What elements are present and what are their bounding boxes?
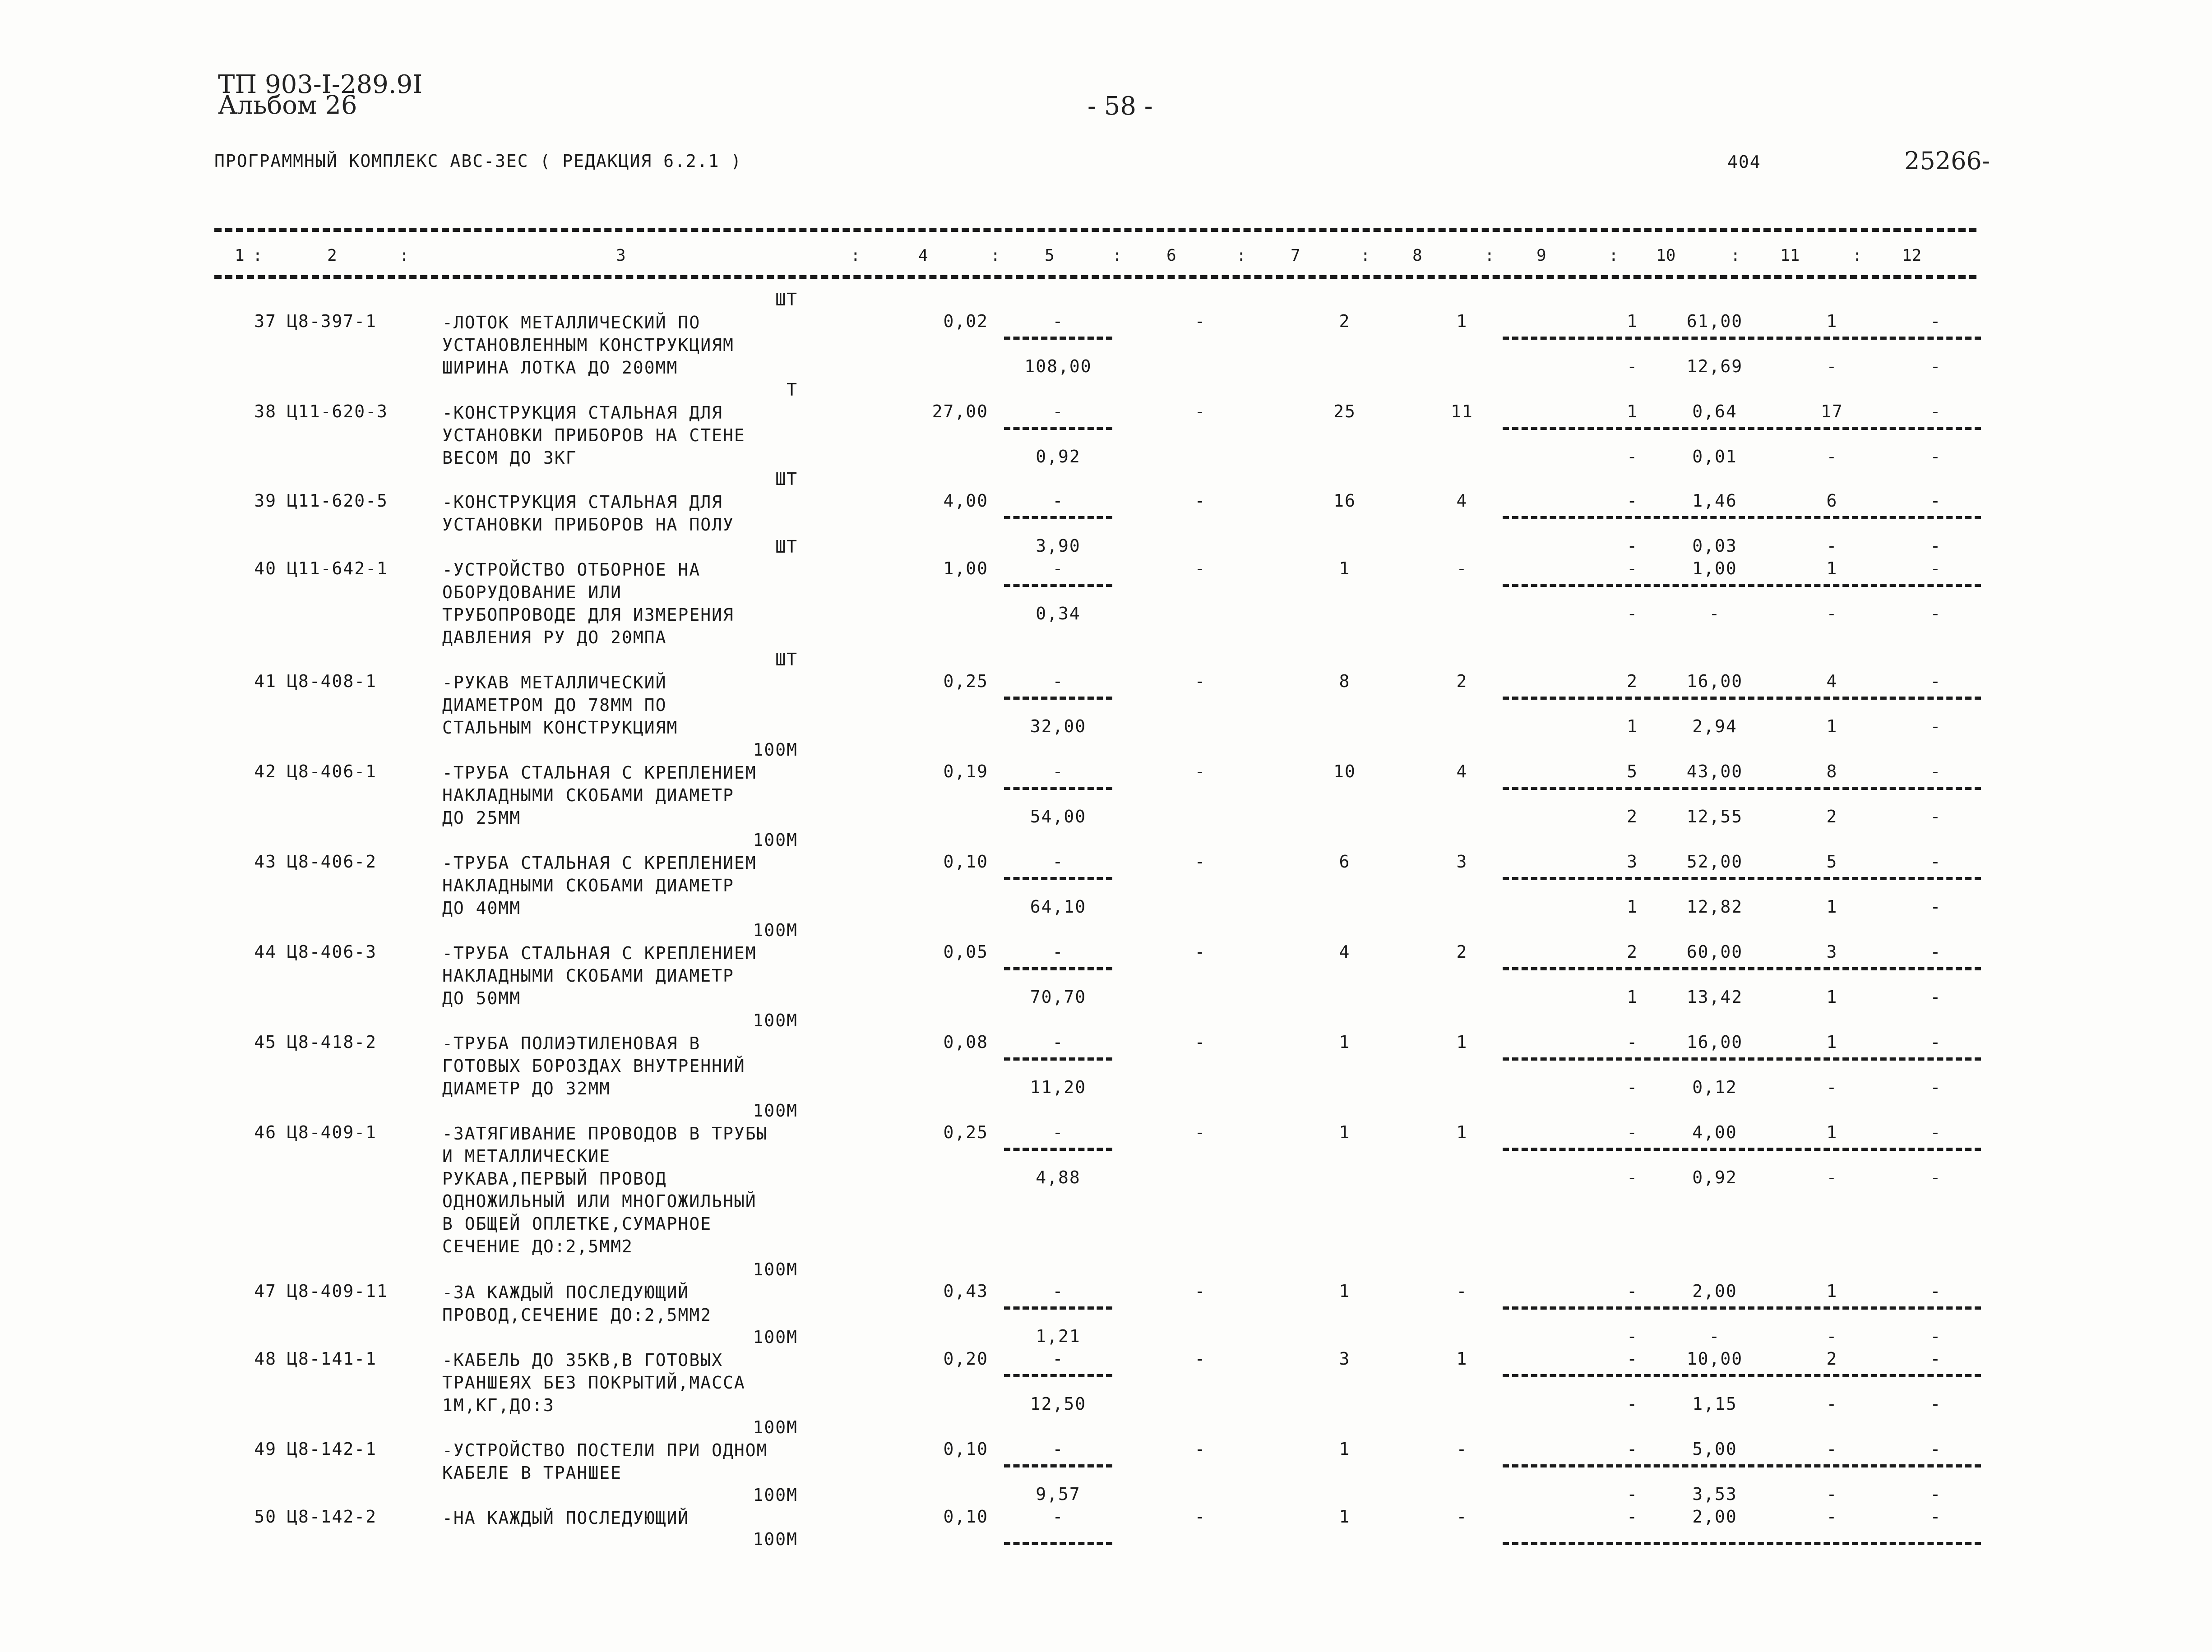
rate-code: Ц8-142-2 <box>287 1507 377 1527</box>
col5-top: - <box>1052 311 1064 331</box>
divider <box>1004 787 1112 790</box>
divider <box>1004 1542 1112 1545</box>
rate-code: Ц8-409-1 <box>287 1122 377 1142</box>
album-label: Альбом 26 <box>218 91 357 120</box>
col5-top: - <box>1052 1032 1064 1052</box>
col5-top: - <box>1052 1507 1064 1527</box>
stamp-number: 25266- <box>1904 147 1990 175</box>
col10: 2,00 <box>1692 1281 1737 1301</box>
col5-top: - <box>1052 1122 1064 1142</box>
col5-bottom: 12,50 <box>1030 1394 1087 1414</box>
divider <box>1503 697 1981 700</box>
col8: 1 <box>1456 311 1468 331</box>
col10: 1,00 <box>1692 558 1737 578</box>
col5-bottom: 108,00 <box>1024 356 1092 376</box>
col9: - <box>1627 1349 1638 1369</box>
row-number: 45 <box>254 1032 277 1052</box>
divider <box>1004 697 1112 700</box>
divider <box>1503 1464 1981 1467</box>
col9-bottom: - <box>1627 1394 1638 1414</box>
col-5-header: 5 <box>1045 246 1055 265</box>
col6: - <box>1194 1122 1206 1142</box>
col10: 60,00 <box>1686 942 1743 962</box>
col6: - <box>1194 558 1206 578</box>
col8: - <box>1456 1281 1468 1301</box>
col10: 43,00 <box>1686 761 1743 781</box>
col-9-header: 9 <box>1536 246 1546 265</box>
quantity: 0,02 <box>943 311 988 331</box>
col11: - <box>1826 1507 1838 1527</box>
row-number: 47 <box>254 1281 277 1301</box>
rate-code: Ц11-642-1 <box>287 558 388 578</box>
col9: - <box>1627 558 1638 578</box>
work-description: -ТРУБА СТАЛЬНАЯ С КРЕПЛЕНИЕМ НАКЛАДНЫМИ СКОБАМИ ДИАМЕТР ДО 40ММ <box>442 853 757 918</box>
col8: - <box>1456 1507 1468 1527</box>
row-number: 46 <box>254 1122 277 1142</box>
col10: 4,00 <box>1692 1122 1737 1142</box>
col10-bottom: 12,82 <box>1686 897 1743 917</box>
col6: - <box>1194 942 1206 962</box>
row-number: 43 <box>254 852 277 872</box>
col11: 8 <box>1826 761 1838 781</box>
col5-top: - <box>1052 401 1064 421</box>
work-description: -УСТРОЙСТВО ПОСТЕЛИ ПРИ ОДНОМ КАБЕЛЕ В ТРАНШЕЕ <box>442 1440 768 1483</box>
divider <box>1503 1374 1981 1377</box>
sheet-number: 404 <box>1727 152 1761 172</box>
col5-bottom: 0,34 <box>1036 604 1081 623</box>
col12-bottom: - <box>1930 807 1942 826</box>
col5-top: - <box>1052 1281 1064 1301</box>
unit-label: ШТ <box>775 537 798 557</box>
row-number: 49 <box>254 1439 277 1459</box>
quantity: 0,25 <box>943 671 988 691</box>
col5-bottom: 32,00 <box>1030 716 1087 736</box>
col5-top: - <box>1052 1439 1064 1459</box>
col12: - <box>1930 311 1942 331</box>
col12: - <box>1930 761 1942 781</box>
col5-top: - <box>1052 558 1064 578</box>
col10: 2,00 <box>1692 1507 1737 1527</box>
divider <box>1004 1464 1112 1467</box>
work-description: -КОНСТРУКЦИЯ СТАЛЬНАЯ ДЛЯ УСТАНОВКИ ПРИБОРОВ НА СТЕНЕ ВЕСОМ ДО 3КГ <box>442 403 745 468</box>
rate-code: Ц8-406-3 <box>287 942 377 962</box>
col11-bottom: 1 <box>1826 987 1838 1007</box>
col9-bottom: 1 <box>1627 987 1638 1007</box>
unit-label: 100М <box>753 1485 798 1505</box>
col-6-header: 6 <box>1166 246 1176 265</box>
col10: 10,00 <box>1686 1349 1743 1369</box>
col7: 25 <box>1333 401 1356 421</box>
col12: - <box>1930 1032 1942 1052</box>
col11: - <box>1826 1439 1838 1459</box>
col6: - <box>1194 1507 1206 1527</box>
col11-bottom: 1 <box>1826 897 1838 917</box>
col5-top: - <box>1052 1349 1064 1369</box>
col9: 3 <box>1627 852 1638 872</box>
work-description: -УСТРОЙСТВО ОТБОРНОЕ НА ОБОРУДОВАНИЕ ИЛИ ТРУБОПРОВОДЕ ДЛЯ ИЗМЕРЕНИЯ ДАВЛЕНИЯ РУ ДО 20МПА <box>442 560 734 647</box>
col5-bottom: 1,21 <box>1036 1326 1081 1346</box>
col6: - <box>1194 311 1206 331</box>
work-description: -ТРУБА ПОЛИЭТИЛЕНОВАЯ В ГОТОВЫХ БОРОЗДАХ ВНУТРЕННИЙ ДИАМЕТР ДО 32ММ <box>442 1034 745 1098</box>
col8: 2 <box>1456 671 1468 691</box>
col9-bottom: - <box>1627 604 1638 623</box>
col7: 16 <box>1333 491 1356 511</box>
divider <box>1004 584 1112 587</box>
col9-bottom: 1 <box>1627 897 1638 917</box>
col-7-header: 7 <box>1291 246 1300 265</box>
document-code: ТП 903-I-289.9I <box>218 70 423 99</box>
col10-bottom: 0,03 <box>1692 536 1737 556</box>
rate-code: Ц8-141-1 <box>287 1349 377 1369</box>
row-number: 41 <box>254 671 277 691</box>
col10: 0,64 <box>1692 401 1737 421</box>
col12: - <box>1930 852 1942 872</box>
col-11-header: 11 <box>1780 246 1800 265</box>
column-header-row: 1 : 2 : 3 : 4 : 5 : 6 : 7 : 8 : 9 : 10 : 11 : 12 <box>235 246 1922 265</box>
col12: - <box>1930 671 1942 691</box>
col12: - <box>1930 942 1942 962</box>
col6: - <box>1194 1349 1206 1369</box>
col7: 1 <box>1339 1439 1351 1459</box>
col10-bottom: 2,94 <box>1692 716 1737 736</box>
row-number: 37 <box>254 311 277 331</box>
col5-top: - <box>1052 761 1064 781</box>
col7: 8 <box>1339 671 1351 691</box>
col11-bottom: 2 <box>1826 807 1838 826</box>
col8: 1 <box>1456 1122 1468 1142</box>
col9: - <box>1627 1122 1638 1142</box>
quantity: 0,10 <box>943 1507 988 1527</box>
col9: 5 <box>1627 761 1638 781</box>
col7: 4 <box>1339 942 1351 962</box>
col12-bottom: - <box>1930 987 1942 1007</box>
col9-bottom: - <box>1627 1326 1638 1346</box>
row-number: 50 <box>254 1507 277 1527</box>
col11: 5 <box>1826 852 1838 872</box>
col10-bottom: 12,69 <box>1686 356 1743 376</box>
col8: - <box>1456 1439 1468 1459</box>
col7: 1 <box>1339 1032 1351 1052</box>
col-4-header: 4 <box>918 246 928 265</box>
col5-bottom: 64,10 <box>1030 897 1087 917</box>
divider <box>1503 427 1981 430</box>
col10-bottom: 3,53 <box>1692 1484 1737 1504</box>
quantity: 0,10 <box>943 1439 988 1459</box>
col8: 1 <box>1456 1349 1468 1369</box>
divider <box>1004 1374 1112 1377</box>
col11: 6 <box>1826 491 1838 511</box>
col11: 1 <box>1826 1281 1838 1301</box>
quantity: 27,00 <box>932 401 988 421</box>
row-number: 42 <box>254 761 277 781</box>
quantity: 4,00 <box>943 491 988 511</box>
col12-bottom: - <box>1930 356 1942 376</box>
quantity: 0,25 <box>943 1122 988 1142</box>
col10-bottom: 0,01 <box>1692 447 1737 466</box>
work-description: -ТРУБА СТАЛЬНАЯ С КРЕПЛЕНИЕМ НАКЛАДНЫМИ СКОБАМИ ДИАМЕТР ДО 25ММ <box>442 763 757 828</box>
program-title: ПРОГРАММНЫЙ КОМПЛЕКС АВС-3ЕС ( РЕДАКЦИЯ 6.2.1 ) <box>214 151 742 171</box>
col11-bottom: 1 <box>1826 716 1838 736</box>
row-number: 40 <box>254 558 277 578</box>
col5-bottom: 0,92 <box>1036 447 1081 466</box>
col9: 2 <box>1627 671 1638 691</box>
col11: 1 <box>1826 558 1838 578</box>
rate-code: Ц8-408-1 <box>287 671 377 691</box>
col8: 4 <box>1456 491 1468 511</box>
header-rule-bottom <box>214 275 1976 279</box>
col11-bottom: - <box>1826 604 1838 623</box>
divider <box>1503 967 1981 970</box>
row-number: 48 <box>254 1349 277 1369</box>
unit-label: Т <box>787 380 798 400</box>
col9: - <box>1627 1032 1638 1052</box>
work-description: -НА КАЖДЫЙ ПОСЛЕДУЮЩИЙ <box>442 1508 690 1528</box>
col7: 2 <box>1339 311 1351 331</box>
header-rule-top <box>214 228 1976 232</box>
col10-bottom: 13,42 <box>1686 987 1743 1007</box>
col11-bottom: - <box>1826 1326 1838 1346</box>
col8: 4 <box>1456 761 1468 781</box>
col10: 52,00 <box>1686 852 1743 872</box>
col9-bottom: - <box>1627 1484 1638 1504</box>
work-description: -КОНСТРУКЦИЯ СТАЛЬНАЯ ДЛЯ УСТАНОВКИ ПРИБОРОВ НА ПОЛУ <box>442 492 734 535</box>
rate-code: Ц8-409-11 <box>287 1281 388 1301</box>
col11: 1 <box>1826 1122 1838 1142</box>
col7: 6 <box>1339 852 1351 872</box>
col-3-header: 3 <box>616 246 626 265</box>
col5-bottom: 70,70 <box>1030 987 1087 1007</box>
work-description: -ЗА КАЖДЫЙ ПОСЛЕДУЮЩИЙ ПРОВОД,СЕЧЕНИЕ ДО:2,5ММ2 <box>442 1283 712 1325</box>
divider <box>1004 967 1112 970</box>
col11-bottom: - <box>1826 536 1838 556</box>
work-description: -ЛОТОК МЕТАЛЛИЧЕСКИЙ ПО УСТАНОВЛЕННЫМ КОНСТРУКЦИЯМ ШИРИНА ЛОТКА ДО 200ММ <box>442 313 734 378</box>
col7: 1 <box>1339 1122 1351 1142</box>
divider <box>1503 877 1981 880</box>
col6: - <box>1194 401 1206 421</box>
col12: - <box>1930 401 1942 421</box>
col6: - <box>1194 671 1206 691</box>
col12-bottom: - <box>1930 1394 1942 1414</box>
row-number: 38 <box>254 401 277 421</box>
col6: - <box>1194 761 1206 781</box>
col9-bottom: 1 <box>1627 716 1638 736</box>
col6: - <box>1194 1032 1206 1052</box>
divider <box>1503 516 1981 519</box>
work-description: -ЗАТЯГИВАНИЕ ПРОВОДОВ В ТРУБЫ И МЕТАЛЛИЧЕСКИЕ РУКАВА,ПЕРВЫЙ ПРОВОД ОДНОЖИЛЬНЫЙ ИЛИ МНОГОЖИЛЬНЫЙ В ОБЩЕЙ ОПЛЕТКЕ,СУМАРНОЕ СЕЧЕНИЕ ДО:2,5ММ2 <box>442 1124 768 1256</box>
rate-code: Ц11-620-5 <box>287 491 388 511</box>
col9: 1 <box>1627 311 1638 331</box>
col10: 1,46 <box>1692 491 1737 511</box>
col10: 5,00 <box>1692 1439 1737 1459</box>
work-description: -КАБЕЛЬ ДО 35КВ,В ГОТОВЫХ ТРАНШЕЯХ БЕЗ ПОКРЫТИЙ,МАССА 1М,КГ,ДО:3 <box>442 1350 745 1415</box>
quantity: 0,05 <box>943 942 988 962</box>
col6: - <box>1194 491 1206 511</box>
divider <box>1503 1306 1981 1310</box>
col9-bottom: - <box>1627 536 1638 556</box>
divider <box>1004 1057 1112 1061</box>
col10-bottom: 12,55 <box>1686 807 1743 826</box>
col12: - <box>1930 1281 1942 1301</box>
unit-label: 100М <box>753 1327 798 1347</box>
col9: 2 <box>1627 942 1638 962</box>
divider <box>1503 787 1981 790</box>
col5-bottom: 11,20 <box>1030 1077 1087 1097</box>
rate-code: Ц8-142-1 <box>287 1439 377 1459</box>
col10: 16,00 <box>1686 1032 1743 1052</box>
col11-bottom: - <box>1826 1394 1838 1414</box>
col-10-header: 10 <box>1656 246 1676 265</box>
col12-bottom: - <box>1930 1484 1942 1504</box>
col11: 4 <box>1826 671 1838 691</box>
col10-bottom: - <box>1709 604 1721 623</box>
col10-bottom: 0,12 <box>1692 1077 1737 1097</box>
col9: - <box>1627 1507 1638 1527</box>
quantity: 0,10 <box>943 852 988 872</box>
col7: 1 <box>1339 1507 1351 1527</box>
col12: - <box>1930 1122 1942 1142</box>
col12-bottom: - <box>1930 897 1942 917</box>
col-8-header: 8 <box>1412 246 1422 265</box>
col5-bottom: 54,00 <box>1030 807 1087 826</box>
rate-code: Ц8-397-1 <box>287 311 377 331</box>
col12: - <box>1930 1349 1942 1369</box>
unit-label: 100М <box>753 920 798 940</box>
col10-bottom: 0,92 <box>1692 1167 1737 1187</box>
col10-bottom: - <box>1709 1326 1721 1346</box>
work-description: -РУКАВ МЕТАЛЛИЧЕСКИЙ ДИАМЕТРОМ ДО 78ММ ПО СТАЛЬНЫМ КОНСТРУКЦИЯМ <box>442 673 678 738</box>
col12-bottom: - <box>1930 1326 1942 1346</box>
col10: 61,00 <box>1686 311 1743 331</box>
row-number: 39 <box>254 491 277 511</box>
rate-code: Ц8-406-2 <box>287 852 377 872</box>
divider <box>1503 1542 1981 1545</box>
col11-bottom: - <box>1826 1077 1838 1097</box>
col11-bottom: - <box>1826 1167 1838 1187</box>
divider <box>1503 584 1981 587</box>
col11-bottom: - <box>1826 1484 1838 1504</box>
col11: 2 <box>1826 1349 1838 1369</box>
divider <box>1004 337 1112 340</box>
col12-bottom: - <box>1930 716 1942 736</box>
divider <box>1503 1148 1981 1151</box>
col11: 3 <box>1826 942 1838 962</box>
unit-label: 100М <box>753 1417 798 1437</box>
col-1-header: 1 <box>235 246 245 265</box>
col6: - <box>1194 852 1206 872</box>
unit-label: ШТ <box>775 469 798 489</box>
col11-bottom: - <box>1826 356 1838 376</box>
unit-label: 100М <box>753 1529 798 1549</box>
col12-bottom: - <box>1930 1167 1942 1187</box>
col-12-header: 12 <box>1902 246 1922 265</box>
unit-label: 100М <box>753 830 798 850</box>
unit-label: 100М <box>753 1260 798 1279</box>
col-2-header: 2 <box>327 246 337 265</box>
col12-bottom: - <box>1930 447 1942 466</box>
unit-label: 100М <box>753 740 798 760</box>
col11: 1 <box>1826 1032 1838 1052</box>
col12: - <box>1930 558 1942 578</box>
divider <box>1004 427 1112 430</box>
col11: 17 <box>1821 401 1843 421</box>
col9-bottom: - <box>1627 447 1638 466</box>
col12-bottom: - <box>1930 604 1942 623</box>
col8: 1 <box>1456 1032 1468 1052</box>
col9-bottom: - <box>1627 1077 1638 1097</box>
col5-top: - <box>1052 942 1064 962</box>
col5-top: - <box>1052 852 1064 872</box>
unit-label: 100М <box>753 1101 798 1121</box>
col8: 2 <box>1456 942 1468 962</box>
col12-bottom: - <box>1930 1077 1942 1097</box>
col12-bottom: - <box>1930 536 1942 556</box>
row-number: 44 <box>254 942 277 962</box>
unit-label: ШТ <box>775 290 798 309</box>
quantity: 0,19 <box>943 761 988 781</box>
page-number: - 58 - <box>1087 92 1153 121</box>
divider <box>1004 516 1112 519</box>
rate-code: Ц8-418-2 <box>287 1032 377 1052</box>
col8: 3 <box>1456 852 1468 872</box>
col8: 11 <box>1451 401 1473 421</box>
quantity: 0,43 <box>943 1281 988 1301</box>
col9-bottom: 2 <box>1627 807 1638 826</box>
col7: 1 <box>1339 1281 1351 1301</box>
col12: - <box>1930 1439 1942 1459</box>
col6: - <box>1194 1439 1206 1459</box>
col5-bottom: 9,57 <box>1036 1484 1081 1504</box>
col12: - <box>1930 1507 1942 1527</box>
divider <box>1004 877 1112 880</box>
work-description: -ТРУБА СТАЛЬНАЯ С КРЕПЛЕНИЕМ НАКЛАДНЫМИ СКОБАМИ ДИАМЕТР ДО 50ММ <box>442 943 757 1008</box>
col6: - <box>1194 1281 1206 1301</box>
col7: 1 <box>1339 558 1351 578</box>
col5-top: - <box>1052 491 1064 511</box>
col5-bottom: 3,90 <box>1036 536 1081 556</box>
col10: 16,00 <box>1686 671 1743 691</box>
col9: 1 <box>1627 401 1638 421</box>
col8: - <box>1456 558 1468 578</box>
unit-label: ШТ <box>775 650 798 669</box>
quantity: 0,20 <box>943 1349 988 1369</box>
col7: 3 <box>1339 1349 1351 1369</box>
quantity: 0,08 <box>943 1032 988 1052</box>
unit-label: 100М <box>753 1011 798 1030</box>
divider <box>1004 1306 1112 1310</box>
divider <box>1503 1057 1981 1061</box>
col9-bottom: - <box>1627 356 1638 376</box>
divider <box>1503 337 1981 340</box>
col9-bottom: - <box>1627 1167 1638 1187</box>
rate-code: Ц11-620-3 <box>287 401 388 421</box>
col9: - <box>1627 491 1638 511</box>
rate-code: Ц8-406-1 <box>287 761 377 781</box>
col12: - <box>1930 491 1942 511</box>
col10-bottom: 1,15 <box>1692 1394 1737 1414</box>
quantity: 1,00 <box>943 558 988 578</box>
col9: - <box>1627 1439 1638 1459</box>
col11-bottom: - <box>1826 447 1838 466</box>
col9: - <box>1627 1281 1638 1301</box>
col7: 10 <box>1333 761 1356 781</box>
col11: 1 <box>1826 311 1838 331</box>
col5-top: - <box>1052 671 1064 691</box>
divider <box>1004 1148 1112 1151</box>
col5-bottom: 4,88 <box>1036 1167 1081 1187</box>
